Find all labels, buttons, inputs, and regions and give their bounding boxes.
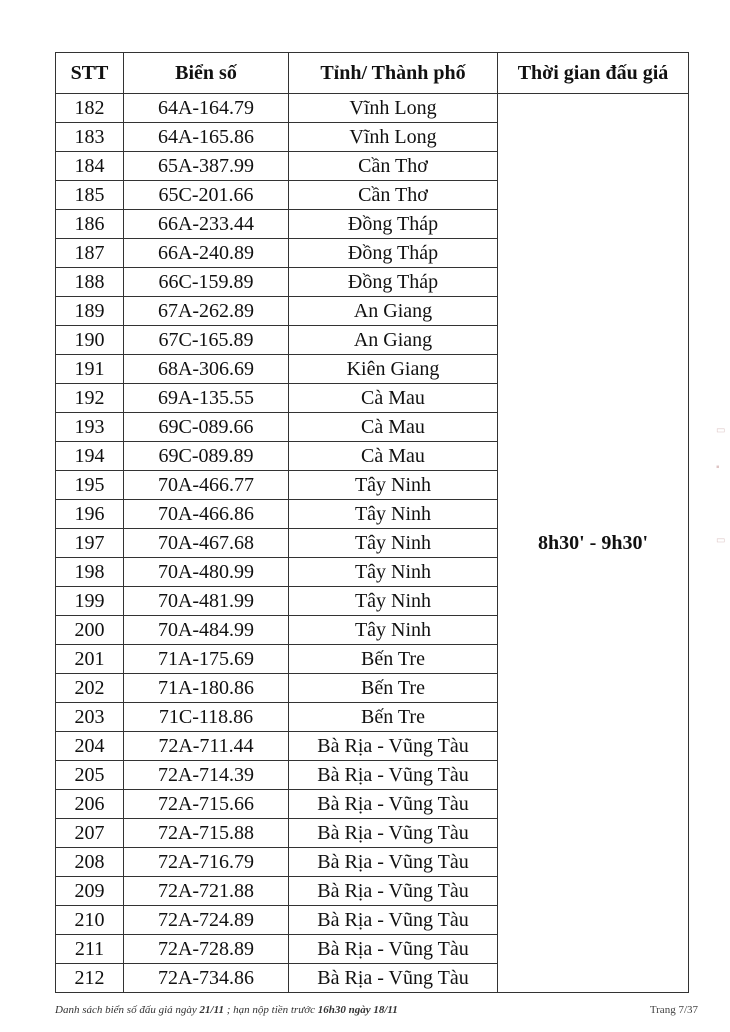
auction-time-cell: 8h30' - 9h30' <box>498 94 689 993</box>
plate-cell: 72A-711.44 <box>124 732 289 761</box>
plate-cell: 69A-135.55 <box>124 384 289 413</box>
footer-date: 21/11 <box>199 1004 224 1016</box>
province-cell: Cà Mau <box>289 413 498 442</box>
stt-cell: 197 <box>56 529 124 558</box>
stt-cell: 185 <box>56 181 124 210</box>
stt-cell: 211 <box>56 935 124 964</box>
plate-cell: 69C-089.89 <box>124 442 289 471</box>
plate-cell: 72A-716.79 <box>124 848 289 877</box>
plate-cell: 70A-467.68 <box>124 529 289 558</box>
plate-cell: 71A-180.86 <box>124 674 289 703</box>
plate-cell: 70A-484.99 <box>124 616 289 645</box>
footer-prefix: Danh sách biển số đấu giá ngày <box>55 1004 197 1016</box>
province-cell: Tây Ninh <box>289 616 498 645</box>
plate-cell: 65A-387.99 <box>124 152 289 181</box>
stt-cell: 192 <box>56 384 124 413</box>
province-cell: Bến Tre <box>289 703 498 732</box>
province-cell: Bến Tre <box>289 674 498 703</box>
plate-auction-table <box>55 52 689 993</box>
plate-cell: 72A-728.89 <box>124 935 289 964</box>
plate-cell: 66C-159.89 <box>124 268 289 297</box>
stt-cell: 200 <box>56 616 124 645</box>
stt-cell: 190 <box>56 326 124 355</box>
province-cell: Bà Rịa - Vũng Tàu <box>289 819 498 848</box>
plate-cell: 72A-715.66 <box>124 790 289 819</box>
province-cell: Cà Mau <box>289 384 498 413</box>
province-cell: Bà Rịa - Vũng Tàu <box>289 964 498 993</box>
stt-cell: 208 <box>56 848 124 877</box>
province-cell: Tây Ninh <box>289 529 498 558</box>
table-row <box>56 94 689 123</box>
footer-note <box>55 1004 398 1016</box>
stt-cell: 193 <box>56 413 124 442</box>
plate-cell: 71A-175.69 <box>124 645 289 674</box>
plate-cell: 70A-466.77 <box>124 471 289 500</box>
stt-cell: 212 <box>56 964 124 993</box>
plate-cell: 72A-714.39 <box>124 761 289 790</box>
province-cell: Bà Rịa - Vũng Tàu <box>289 906 498 935</box>
province-cell: Tây Ninh <box>289 587 498 616</box>
plate-cell: 69C-089.66 <box>124 413 289 442</box>
page-number: Trang 7/37 <box>649 1004 698 1016</box>
province-cell: An Giang <box>289 326 498 355</box>
stt-cell: 189 <box>56 297 124 326</box>
province-cell: Bến Tre <box>289 645 498 674</box>
header-plate: Biển số <box>124 53 289 94</box>
header-auction-time: Thời gian đấu giá <box>498 53 689 94</box>
plate-cell: 72A-715.88 <box>124 819 289 848</box>
plate-cell: 71C-118.86 <box>124 703 289 732</box>
province-cell: Tây Ninh <box>289 471 498 500</box>
stt-cell: 186 <box>56 210 124 239</box>
edge-scan-mark: ▭ <box>716 535 726 546</box>
province-cell: Đồng Tháp <box>289 239 498 268</box>
table-body <box>56 94 689 993</box>
header-stt: STT <box>56 53 124 94</box>
province-cell: Bà Rịa - Vũng Tàu <box>289 877 498 906</box>
province-cell: An Giang <box>289 297 498 326</box>
stt-cell: 205 <box>56 761 124 790</box>
stt-cell: 206 <box>56 790 124 819</box>
stt-cell: 210 <box>56 906 124 935</box>
plate-cell: 67C-165.89 <box>124 326 289 355</box>
province-cell: Cà Mau <box>289 442 498 471</box>
stt-cell: 198 <box>56 558 124 587</box>
plate-cell: 64A-164.79 <box>124 94 289 123</box>
stt-cell: 188 <box>56 268 124 297</box>
footer-middle: ; hạn nộp tiền trước <box>226 1004 315 1016</box>
stt-cell: 195 <box>56 471 124 500</box>
province-cell: Bà Rịa - Vũng Tàu <box>289 761 498 790</box>
edge-scan-mark: ▪ <box>716 462 720 473</box>
plate-cell: 66A-233.44 <box>124 210 289 239</box>
table-header-row <box>56 53 689 94</box>
province-cell: Tây Ninh <box>289 558 498 587</box>
stt-cell: 191 <box>56 355 124 384</box>
province-cell: Tây Ninh <box>289 500 498 529</box>
province-cell: Đồng Tháp <box>289 210 498 239</box>
stt-cell: 184 <box>56 152 124 181</box>
plate-cell: 72A-721.88 <box>124 877 289 906</box>
province-cell: Đồng Tháp <box>289 268 498 297</box>
stt-cell: 196 <box>56 500 124 529</box>
province-cell: Vĩnh Long <box>289 123 498 152</box>
stt-cell: 182 <box>56 94 124 123</box>
plate-cell: 70A-466.86 <box>124 500 289 529</box>
edge-scan-mark: ▭ <box>716 425 726 436</box>
plate-cell: 65C-201.66 <box>124 181 289 210</box>
plate-cell: 72A-734.86 <box>124 964 289 993</box>
header-province: Tỉnh/ Thành phố <box>289 53 498 94</box>
province-cell: Vĩnh Long <box>289 94 498 123</box>
stt-cell: 207 <box>56 819 124 848</box>
province-cell: Kiên Giang <box>289 355 498 384</box>
province-cell: Bà Rịa - Vũng Tàu <box>289 848 498 877</box>
stt-cell: 204 <box>56 732 124 761</box>
footer-deadline: 16h30 ngày 18/11 <box>317 1004 398 1016</box>
plate-cell: 68A-306.69 <box>124 355 289 384</box>
plate-cell: 64A-165.86 <box>124 123 289 152</box>
stt-cell: 203 <box>56 703 124 732</box>
province-cell: Bà Rịa - Vũng Tàu <box>289 935 498 964</box>
stt-cell: 202 <box>56 674 124 703</box>
plate-cell: 66A-240.89 <box>124 239 289 268</box>
plate-cell: 67A-262.89 <box>124 297 289 326</box>
province-cell: Cần Thơ <box>289 152 498 181</box>
stt-cell: 183 <box>56 123 124 152</box>
province-cell: Bà Rịa - Vũng Tàu <box>289 732 498 761</box>
province-cell: Cần Thơ <box>289 181 498 210</box>
stt-cell: 199 <box>56 587 124 616</box>
province-cell: Bà Rịa - Vũng Tàu <box>289 790 498 819</box>
stt-cell: 201 <box>56 645 124 674</box>
stt-cell: 209 <box>56 877 124 906</box>
plate-cell: 70A-480.99 <box>124 558 289 587</box>
plate-cell: 70A-481.99 <box>124 587 289 616</box>
plate-cell: 72A-724.89 <box>124 906 289 935</box>
stt-cell: 187 <box>56 239 124 268</box>
stt-cell: 194 <box>56 442 124 471</box>
